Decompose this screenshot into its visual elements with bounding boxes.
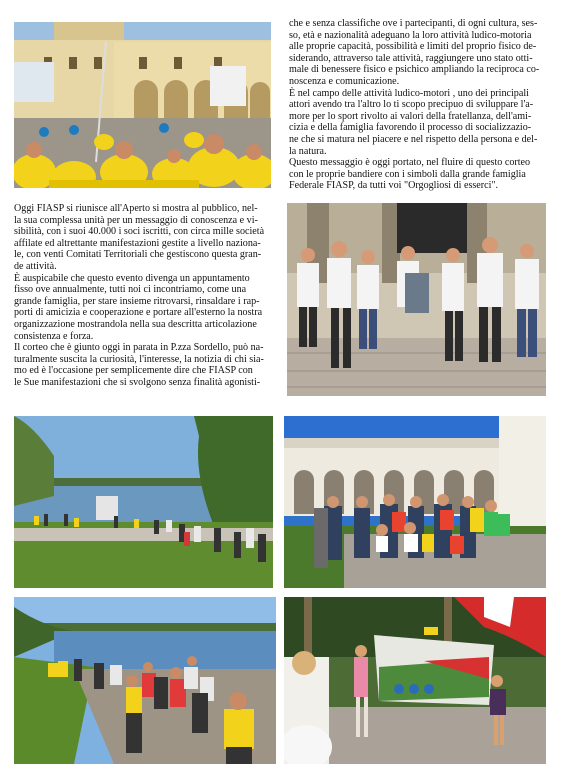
photo-courtyard-crowd: [14, 22, 271, 188]
text-line: siderando, attraverso tale attività, raggiungere uno stato otti-: [289, 52, 533, 64]
photo-lake-shore-walkers: [14, 597, 276, 764]
text-line: grande famiglia, per stare insieme ritrovarsi, rinsaldare i rap-: [14, 295, 260, 307]
text-line: fisso ove annualmente, tutti noi ci incontriamo, come una: [14, 284, 247, 296]
text-line: Federale FIASP, da tutti voi "Orgogliosi di esserci".: [289, 180, 499, 192]
text-line: ne che si matura nel piacere e nel rispetto della persona e del-: [289, 133, 538, 145]
text-line: noscenza e comunicazione.: [289, 75, 400, 87]
text-line: le, con venti Comitati Territoriali che gestiscono questa gran-: [14, 249, 262, 261]
text-line: male di benessere fisico e psichico ampliando la reciproca co-: [289, 64, 540, 76]
text-line: de attività.: [14, 260, 57, 272]
text-line: so, età e nazionalità adeguano la loro attività ludico-motoria: [289, 29, 532, 41]
text-line: cizia e della famiglia favorendo il processo di socializzazio-: [289, 122, 532, 134]
text-line: affilate ed altrettante manifestazioni gestite a livello naziona-: [14, 237, 261, 249]
text-line: sibilità, con i suoi 40.000 i soci iscritti, con circa mille società: [14, 226, 265, 238]
text-line: che e senza classifiche ove i partecipanti, di ogni cultura, ses-: [289, 18, 538, 29]
article-column-left-middle: [14, 203, 276, 389]
text-line: turalmente suscita la curiosità, l'interesse, la notizia di chi sia-: [14, 353, 264, 365]
text-line: la sua complessa unità per un messaggio di conoscenza e vi-: [14, 214, 258, 226]
text-line: Il corteo che è giunto oggi in parata in P.zza Sordello, può na-: [14, 342, 264, 354]
photo-banner-parade: [284, 597, 546, 764]
text-line: organizzazione mostrandola nella sua descritta articolazione: [14, 318, 257, 330]
article-column-right-top: [289, 18, 551, 192]
text-line: Questo messaggio è oggi portato, nel fluire di questo corteo: [289, 157, 531, 169]
text-line: attori avendo tra l'altro lo ti scopo precipuo di sviluppare l'a-: [289, 99, 534, 111]
text-line: È auspicabile che questo evento divenga un appuntamento: [14, 272, 250, 284]
text-line: Oggi FIASP si riunisce all'Aperto si mostra al pubblico, nel-: [14, 203, 258, 214]
text-line: mo ed è l'occasione per semplicemente dire che FIASP con: [14, 365, 253, 377]
text-line: porti di amicizia e cooperazione e portare all'esterno la nostra: [14, 307, 263, 319]
text-line: alle proprie capacità, possibilità e limiti del proprio fisico de-: [289, 41, 537, 53]
photo-walkers-arcade: [287, 203, 546, 396]
text-line: la natura.: [289, 145, 327, 157]
text-line: È nel campo delle attività ludico-motori , uno dei principali: [289, 87, 529, 99]
text-line: le Sue manifestazioni che si svolgono senza finalità agonisti-: [14, 376, 261, 388]
photo-group-palace: [284, 416, 546, 588]
text-line: con le proprie bandiere con i simboli dalla grande famiglia: [289, 168, 526, 180]
text-line: more per lo sport rivolto ai valori della fratellanza, dell'ami-: [289, 110, 532, 122]
photo-lakeside-walk: [14, 416, 273, 588]
text-line: consistenza e forza.: [14, 330, 94, 342]
